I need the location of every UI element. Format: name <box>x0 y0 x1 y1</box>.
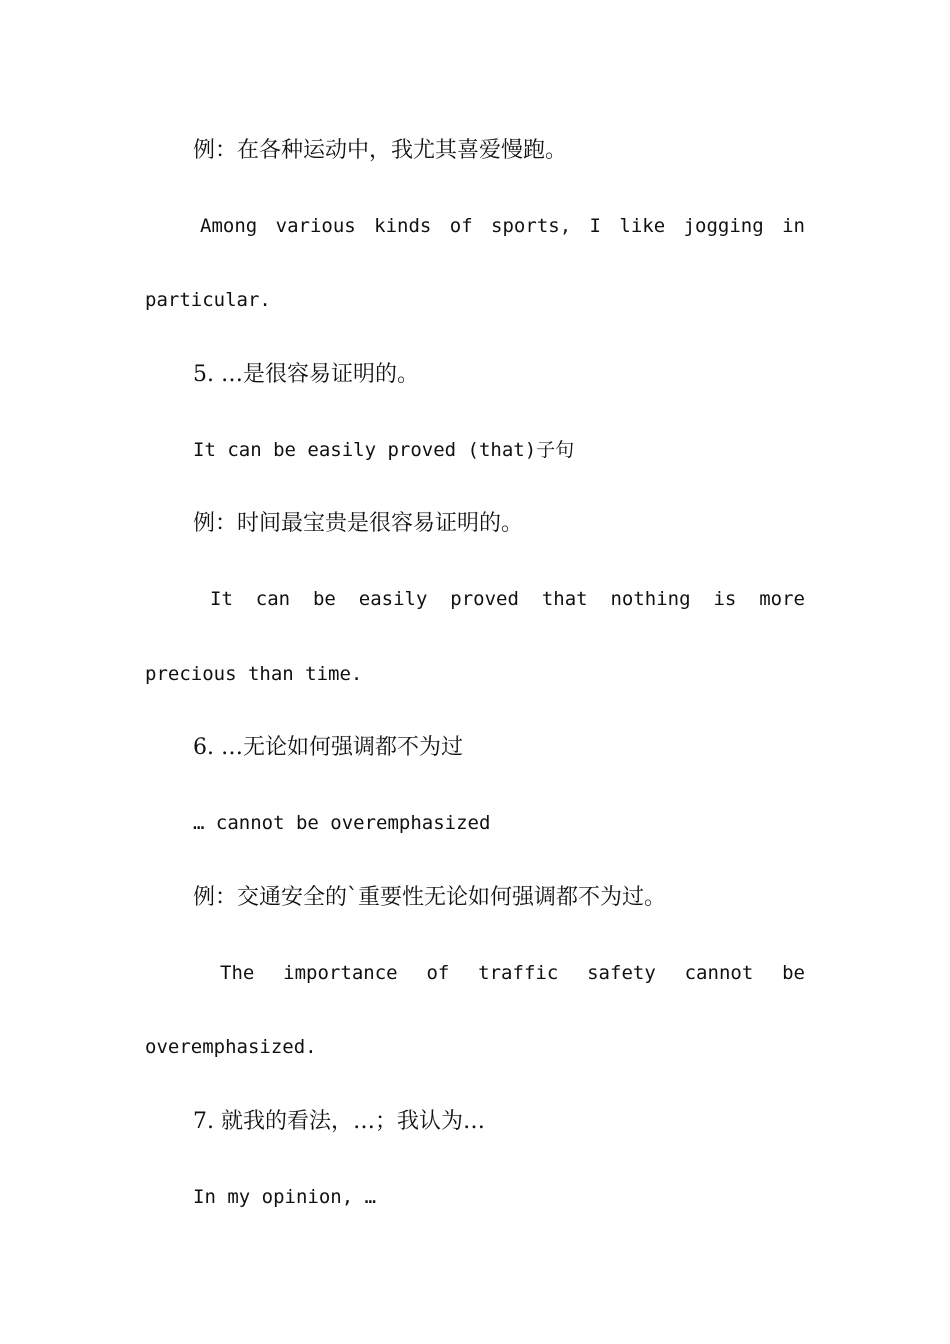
example-sentence-cn-5: 例：时间最宝贵是很容易证明的。 <box>193 511 524 536</box>
phrase-heading-7: 7. 就我的看法，…；我认为… <box>193 1109 485 1134</box>
example-sentence-en-5a: It can be easily proved that nothing is more <box>210 588 805 610</box>
example-sentence-cn-1: 例：在各种运动中，我尤其喜爱慢跑。 <box>193 138 568 163</box>
example-sentence-cn-6: 例：交通安全的`重要性无论如何强调都不为过。 <box>193 885 667 910</box>
phrase-pattern-7: In my opinion, … <box>193 1186 377 1208</box>
phrase-heading-6: 6. …无论如何强调都不为过 <box>193 735 463 760</box>
phrase-pattern-6: … cannot be overemphasized <box>193 812 491 834</box>
example-sentence-en-5b: precious than time. <box>145 663 363 685</box>
example-sentence-en-1a: Among various kinds of sports, I like jogging in <box>200 215 805 237</box>
phrase-heading-5: 5. …是很容易证明的。 <box>193 362 419 387</box>
phrase-pattern-5: It can be easily proved (that)子句 <box>193 439 575 461</box>
example-sentence-en-1b: particular. <box>145 289 271 311</box>
example-sentence-en-6a: The importance of traffic safety cannot be <box>220 962 805 984</box>
example-sentence-en-6b: overemphasized. <box>145 1036 317 1058</box>
